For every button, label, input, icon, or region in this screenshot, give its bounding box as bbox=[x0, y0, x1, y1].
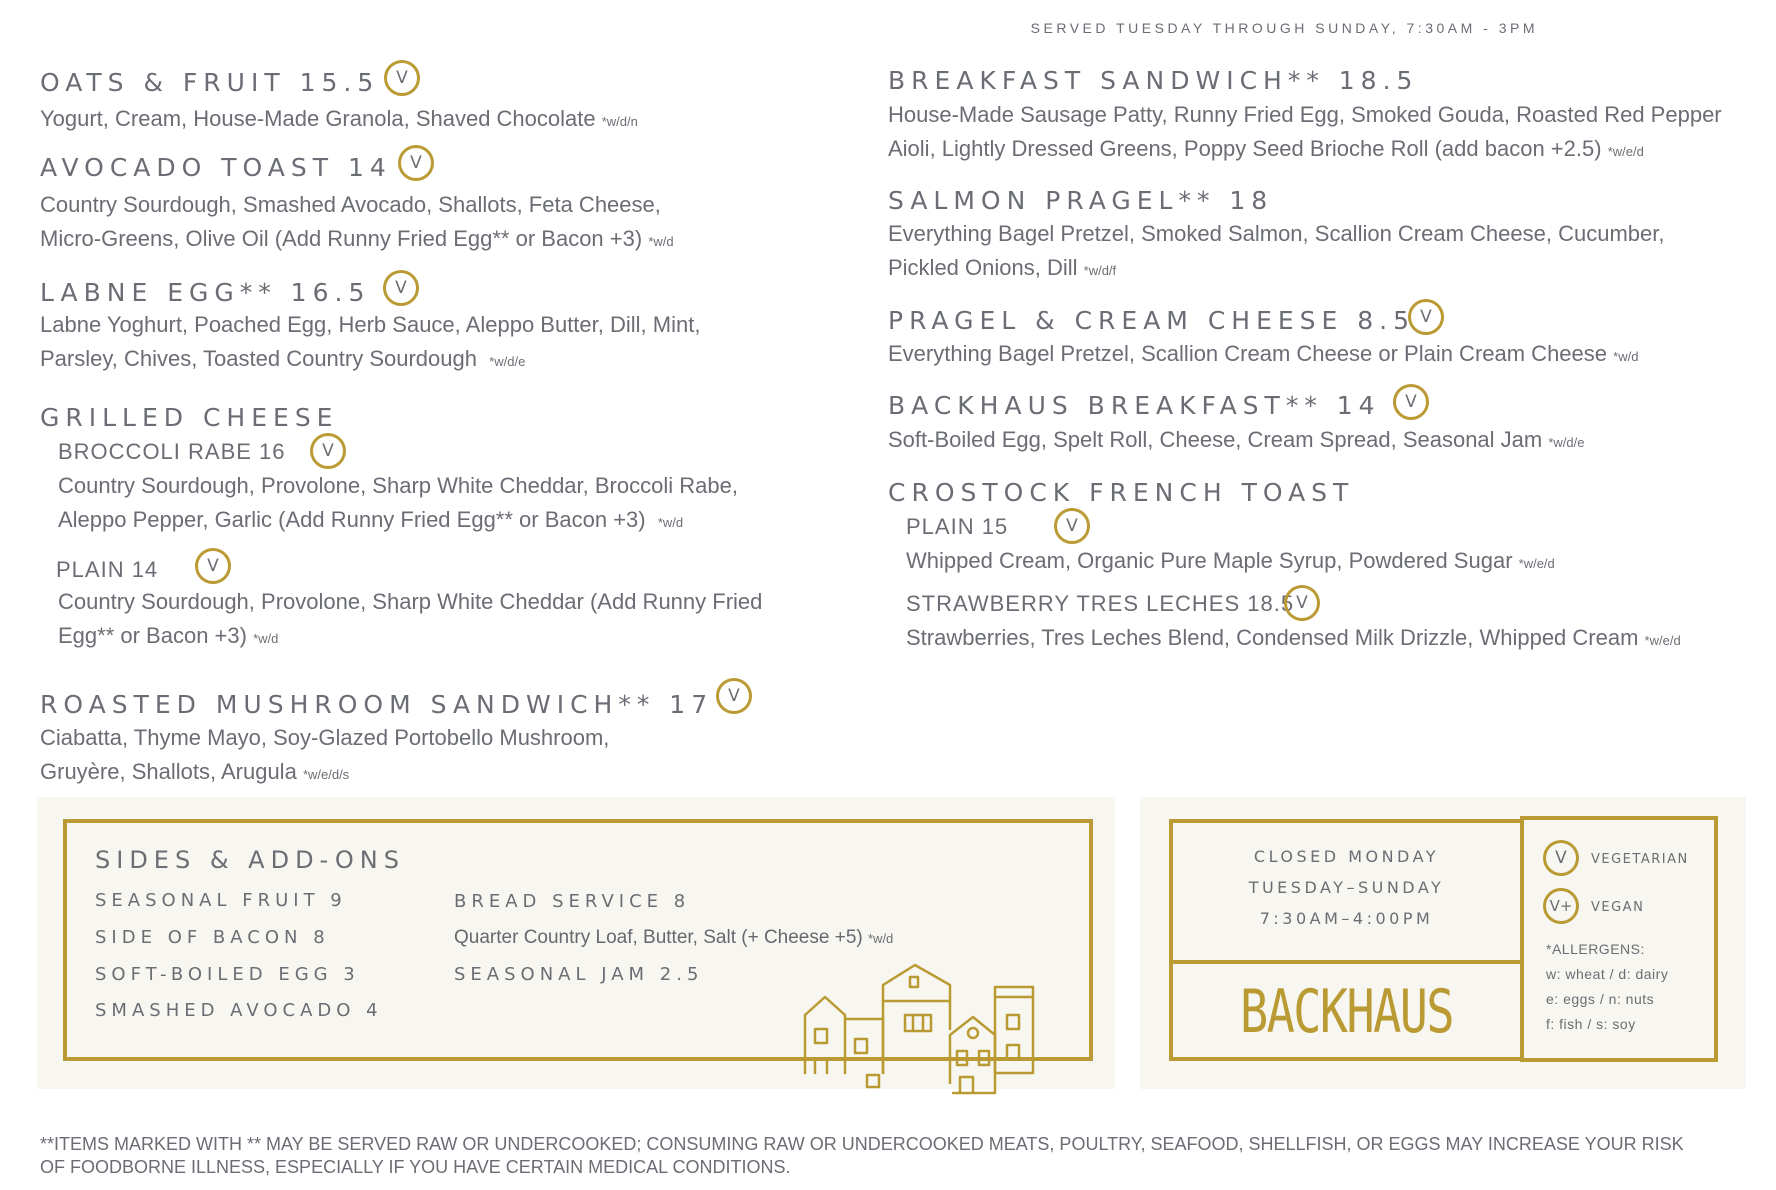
vegetarian-icon: V bbox=[310, 433, 346, 469]
subitem-title-broccoli: BROCCOLI RABE 16 bbox=[58, 439, 286, 464]
item-desc-oats: Yogurt, Cream, House-Made Granola, Shaved Chocolate *w/d/n bbox=[40, 106, 638, 131]
allergen-tag: *w/d bbox=[868, 931, 894, 946]
vegetarian-icon: V bbox=[398, 145, 434, 181]
item-title-french-toast: CROSTOCK FRENCH TOAST bbox=[888, 478, 1355, 507]
vegetarian-icon: V bbox=[716, 678, 752, 714]
closed-day: CLOSED MONDAY bbox=[1253, 847, 1440, 866]
side-bread: BREAD SERVICE 8 bbox=[454, 891, 691, 912]
side-jam: SEASONAL JAM 2.5 bbox=[454, 964, 704, 985]
allergen-tag: *w/d/e bbox=[1548, 435, 1585, 450]
item-desc-breakfast-sandwich: House-Made Sausage Patty, Runny Fried Egg, Smoked Gouda, Roasted Red Pepper Aioli, Lightly Dressed Greens, Poppy Seed Brioche Roll (add bacon +2.5) *w/e/d bbox=[888, 102, 1722, 161]
allergen-tag: *w/d/n bbox=[601, 114, 638, 129]
allergen-tag: *w/e/d bbox=[1518, 556, 1555, 571]
item-desc-avocado: Country Sourdough, Smashed Avocado, Shallots, Feta Cheese, Micro-Greens, Olive Oil (Add Runny Fried Egg** or Bacon +3) *w/d bbox=[40, 192, 674, 251]
open-days: TUESDAY–SUNDAY bbox=[1248, 878, 1445, 897]
item-title-labne: LABNE EGG** 16.5 bbox=[40, 278, 371, 307]
vegetarian-icon: V bbox=[1543, 840, 1579, 876]
legend-vegan: VEGAN bbox=[1591, 900, 1645, 915]
allergen-tag: *w/d bbox=[253, 631, 279, 646]
open-hours: 7:30AM–4:00PM bbox=[1259, 909, 1434, 928]
item-title-avocado: AVOCADO TOAST 14 bbox=[40, 153, 392, 182]
houses-illustration-icon bbox=[795, 955, 1075, 1095]
item-title-pragel-cream-cheese: PRAGEL & CREAM CHEESE 8.5 bbox=[888, 306, 1416, 335]
subitem-title-plain: PLAIN 14 bbox=[56, 557, 159, 582]
vegetarian-icon: V bbox=[195, 548, 231, 584]
vegetarian-icon: V bbox=[1054, 508, 1090, 544]
allergen-tag: *w/d/f bbox=[1083, 263, 1117, 278]
vegetarian-icon: V bbox=[384, 60, 420, 96]
item-desc-labne: Labne Yoghurt, Poached Egg, Herb Sauce, Aleppo Butter, Dill, Mint, Parsley, Chives, Toasted Country Sourdough *w/d/e bbox=[40, 312, 701, 371]
subitem-desc-strawberry: Strawberries, Tres Leches Blend, Condensed Milk Drizzle, Whipped Cream *w/e/d bbox=[906, 625, 1681, 650]
side-fruit: SEASONAL FRUIT 9 bbox=[95, 890, 347, 911]
item-title-backhaus-breakfast: BACKHAUS BREAKFAST** 14 bbox=[888, 391, 1381, 420]
side-egg: SOFT-BOILED EGG 3 bbox=[95, 964, 360, 985]
item-desc-pragel-cream-cheese: Everything Bagel Pretzel, Scallion Cream Cheese or Plain Cream Cheese *w/d bbox=[888, 341, 1639, 366]
allergen-tag: *w/d bbox=[648, 234, 674, 249]
item-title-grilled-cheese: GRILLED CHEESE bbox=[40, 403, 339, 432]
subitem-desc-plain: Country Sourdough, Provolone, Sharp White Cheddar (Add Runny Fried Egg** or Bacon +3) *w/d bbox=[58, 589, 763, 648]
backhaus-logo: BACKHAUS bbox=[1240, 977, 1453, 1047]
allergen-tag: *w/d/e bbox=[489, 354, 526, 369]
vegetarian-icon: V bbox=[1393, 384, 1429, 420]
sides-title: SIDES & ADD-ONS bbox=[95, 846, 405, 874]
subitem-desc-broccoli: Country Sourdough, Provolone, Sharp White Cheddar, Broccoli Rabe, Aleppo Pepper, Garlic (Add Runny Fried Egg** or Bacon +3) *w/d bbox=[58, 473, 738, 532]
raw-food-warning: **ITEMS MARKED WITH ** MAY BE SERVED RAW OR UNDERCOOKED; CONSUMING RAW OR UNDERCOOKED MEATS, POULTRY, SEAFOOD, SHELLFISH, OR EGGS MAY INCREASE YOUR RISK OF FOODBORNE ILLNESS, ESPECIALLY IF YOU HAVE CERTAIN MEDICAL CONDITIONS. bbox=[40, 1134, 1684, 1177]
subitem-title-strawberry: STRAWBERRY TRES LECHES 18.5 bbox=[906, 591, 1295, 616]
item-desc-backhaus-breakfast: Soft-Boiled Egg, Spelt Roll, Cheese, Cream Spread, Seasonal Jam *w/d/e bbox=[888, 427, 1585, 452]
item-title-oats: OATS & FRUIT 15.5 bbox=[40, 68, 380, 97]
legend-vegetarian: VEGETARIAN bbox=[1591, 852, 1689, 867]
vegetarian-icon: V bbox=[383, 270, 419, 306]
vegetarian-icon: V bbox=[1284, 585, 1320, 621]
item-title-mushroom: ROASTED MUSHROOM SANDWICH** 17 bbox=[40, 690, 714, 719]
allergen-tag: *w/e/d/s bbox=[302, 767, 350, 782]
hours-block bbox=[1173, 841, 1520, 934]
served-hours: SERVED TUESDAY THROUGH SUNDAY, 7:30AM - 3PM bbox=[1030, 20, 1538, 36]
subitem-desc-plain-toast: Whipped Cream, Organic Pure Maple Syrup, Powdered Sugar *w/e/d bbox=[906, 548, 1555, 573]
subitem-title-plain-toast: PLAIN 15 bbox=[906, 514, 1009, 539]
allergen-tag: *w/e/d bbox=[1607, 144, 1644, 159]
allergen-tag: *w/e/d bbox=[1644, 633, 1681, 648]
item-desc-salmon-pragel: Everything Bagel Pretzel, Smoked Salmon, Scallion Cream Cheese, Cucumber, Pickled Onions, Dill *w/d/f bbox=[888, 221, 1665, 280]
side-bacon: SIDE OF BACON 8 bbox=[95, 927, 330, 948]
vegan-icon: V+ bbox=[1543, 888, 1579, 924]
item-desc-mushroom: Ciabatta, Thyme Mayo, Soy-Glazed Portobello Mushroom, Gruyère, Shallots, Arugula *w/e/d/s bbox=[40, 725, 610, 784]
allergen-tag: *w/d bbox=[1613, 349, 1639, 364]
side-avocado: SMASHED AVOCADO 4 bbox=[95, 1000, 383, 1021]
allergen-key: *ALLERGENS: w: wheat / d: dairy e: eggs / n: nuts f: fish / s: soy bbox=[1546, 941, 1669, 1032]
vegetarian-icon: V bbox=[1408, 299, 1444, 335]
allergen-tag: *w/d bbox=[657, 515, 684, 530]
item-title-salmon-pragel: SALMON PRAGEL** 18 bbox=[888, 186, 1274, 215]
item-title-breakfast-sandwich: BREAKFAST SANDWICH** 18.5 bbox=[888, 66, 1419, 95]
side-bread-desc: Quarter Country Loaf, Butter, Salt (+ Cheese +5) *w/d bbox=[454, 927, 894, 948]
